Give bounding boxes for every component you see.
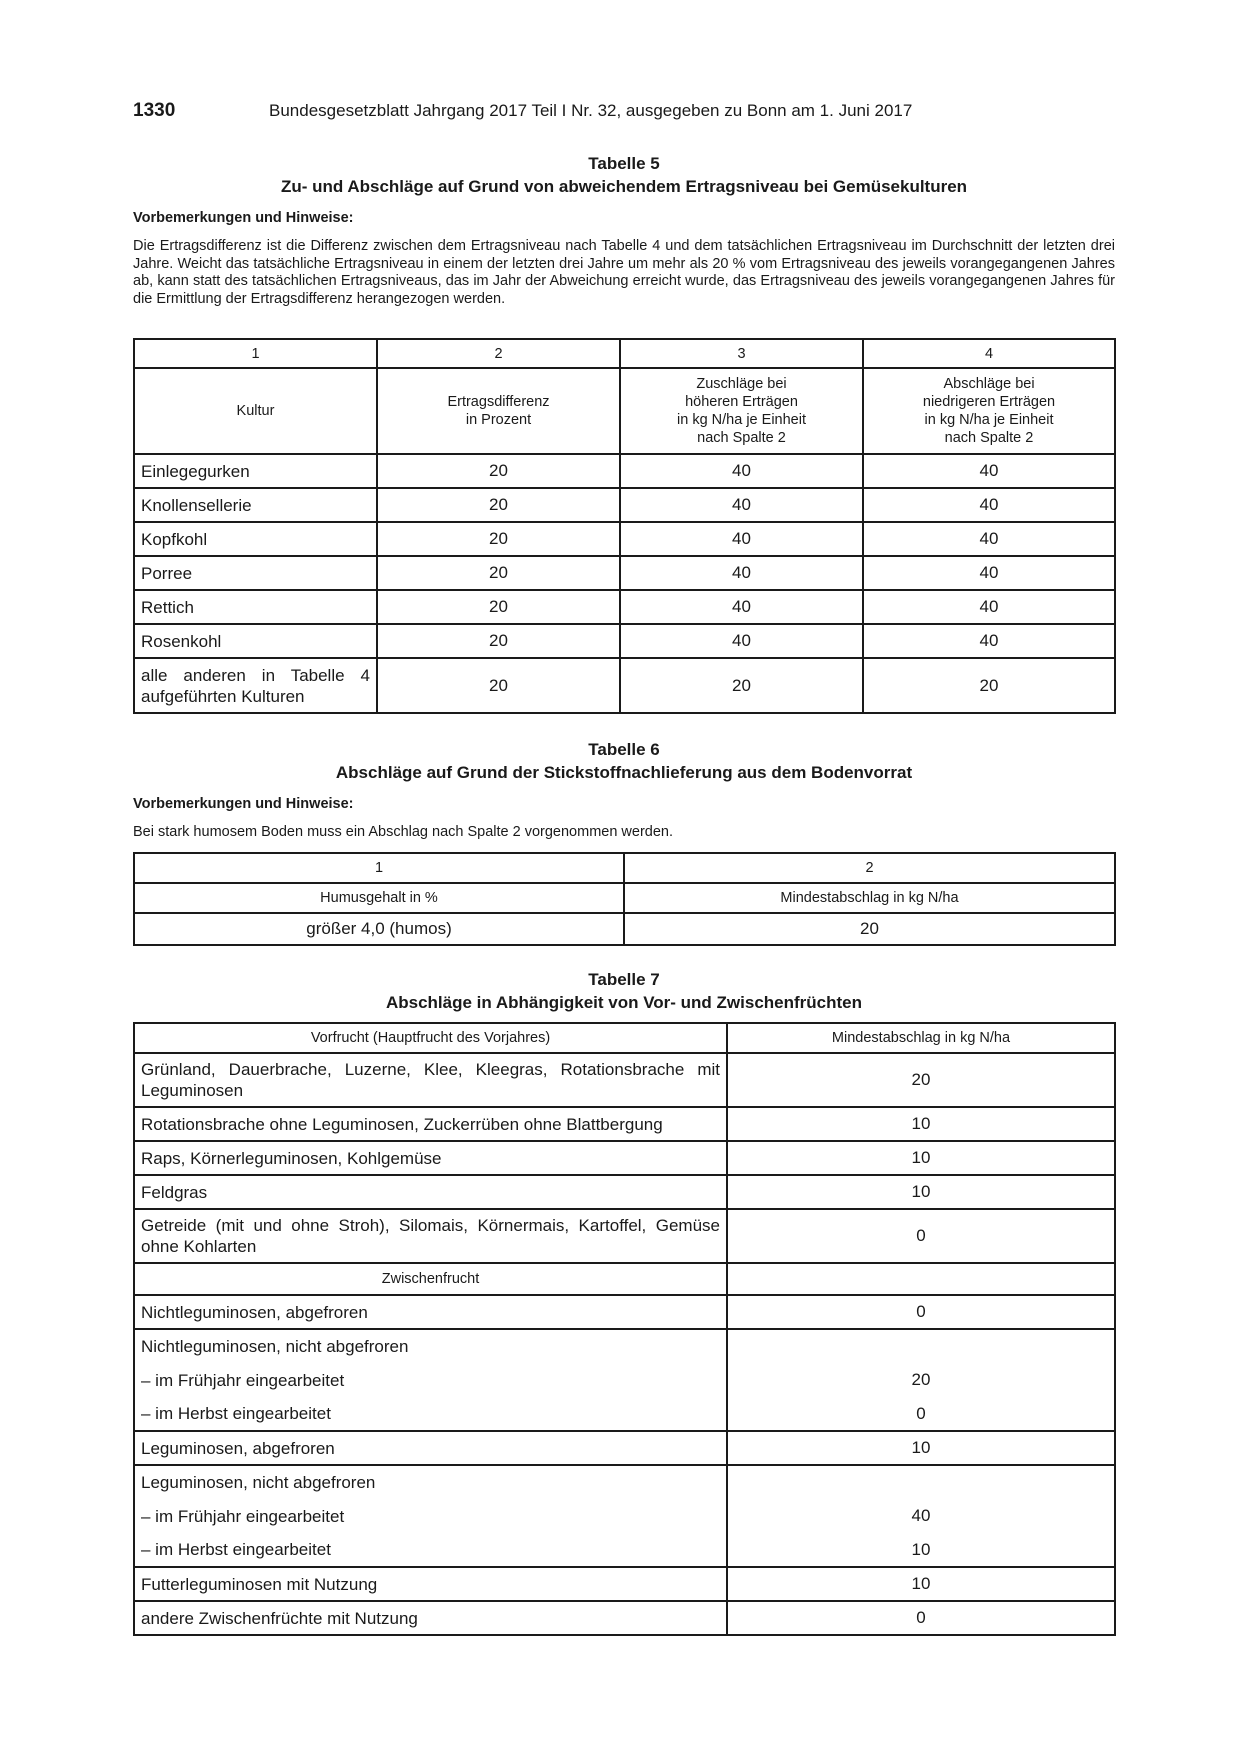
- value-cell: 20: [377, 454, 620, 488]
- table5-notes-label: Vorbemerkungen und Hinweise:: [133, 210, 354, 226]
- table-row: [134, 1107, 1115, 1141]
- table6-subtitle: Abschläge auf Grund der Stickstoffnachlieferung aus dem Bodenvorrat: [335, 763, 913, 782]
- culture-cell: Rosenkohl: [134, 624, 377, 658]
- zwischenfrucht-subcell: – im Frühjahr eingearbeitet: [134, 1363, 727, 1397]
- zwischenfrucht-cell: Futterleguminosen mit Nutzung: [134, 1567, 727, 1601]
- table5-subtitle: Zu- und Abschläge auf Grund von abweichendem Ertragsniveau bei Gemüsekulturen: [280, 177, 968, 196]
- value-cell: 0: [727, 1601, 1115, 1635]
- table7-header-row: [134, 1023, 1115, 1053]
- table6-notes-text: Bei stark humosem Boden muss ein Abschlag nach Spalte 2 vorgenommen werden.: [133, 824, 674, 840]
- page-number: 1330: [133, 100, 176, 121]
- culture-cell: alle anderen in Tabelle 4 aufgeführten Kulturen: [134, 658, 377, 713]
- value-cell: 20: [727, 1053, 1115, 1107]
- header-cell: Abschläge bei niedrigeren Erträgen in kg N/ha je Einheit nach Spalte 2: [863, 368, 1115, 454]
- value-cell: 40: [863, 522, 1115, 556]
- value-cell: 10: [727, 1567, 1115, 1601]
- zwischenfrucht-label: Zwischenfrucht: [134, 1263, 727, 1295]
- header-cell: Ertragsdifferenz in Prozent: [377, 368, 620, 454]
- table-row: [134, 1533, 1115, 1567]
- table-row: [134, 1329, 1115, 1363]
- table5: [133, 338, 1116, 714]
- empty-cell: [727, 1263, 1115, 1295]
- col-number: 2: [377, 339, 620, 368]
- table6: [133, 852, 1116, 946]
- value-cell: 20: [863, 658, 1115, 713]
- vorfrucht-cell: Feldgras: [134, 1175, 727, 1209]
- table-row: [134, 1431, 1115, 1465]
- table-row: [134, 1141, 1115, 1175]
- table5-heading: [133, 152, 1115, 198]
- value-cell: 20: [620, 658, 863, 713]
- value-cell: 20: [377, 590, 620, 624]
- page-header: [133, 100, 1113, 126]
- value-cell: 20: [377, 522, 620, 556]
- table7: [133, 1022, 1116, 1636]
- zwischenfrucht-subcell: – im Herbst eingearbeitet: [134, 1533, 727, 1567]
- table-row: [134, 488, 1115, 522]
- culture-cell: Knollensellerie: [134, 488, 377, 522]
- zwischenfrucht-cell: andere Zwischenfrüchte mit Nutzung: [134, 1601, 727, 1635]
- culture-cell: Kopfkohl: [134, 522, 377, 556]
- col-number: 2: [624, 853, 1115, 883]
- value-cell: 0: [727, 1209, 1115, 1263]
- table5-title: Tabelle 5: [588, 154, 660, 173]
- table-row: [134, 522, 1115, 556]
- value-cell: 40: [620, 624, 863, 658]
- value-cell: 10: [727, 1175, 1115, 1209]
- culture-cell: Porree: [134, 556, 377, 590]
- value-cell: 40: [620, 454, 863, 488]
- table-row: [134, 1397, 1115, 1431]
- zwischenfrucht-subcell: – im Herbst eingearbeitet: [134, 1397, 727, 1431]
- value-cell: 10: [727, 1141, 1115, 1175]
- col-number: 1: [134, 853, 624, 883]
- table6-heading: [133, 738, 1115, 784]
- value-cell: 0: [727, 1397, 1115, 1431]
- table-row: [134, 1175, 1115, 1209]
- table-row: [134, 590, 1115, 624]
- table-row: [134, 913, 1115, 945]
- col-number: 3: [620, 339, 863, 368]
- table-row: [134, 1499, 1115, 1533]
- table-row: [134, 1295, 1115, 1329]
- table-row: [134, 1363, 1115, 1397]
- header-cell: Mindestabschlag in kg N/ha: [624, 883, 1115, 913]
- zwischenfrucht-cell: Nichtleguminosen, nicht abgefroren: [134, 1329, 727, 1363]
- table6-column-number-row: [134, 853, 1115, 883]
- empty-cell: [727, 1465, 1115, 1499]
- value-cell: 20: [624, 913, 1115, 945]
- table-row: [134, 1465, 1115, 1499]
- running-title: Bundesgesetzblatt Jahrgang 2017 Teil I Nr. 32, ausgegeben zu Bonn am 1. Juni 2017: [269, 101, 913, 120]
- header-cell: Humusgehalt in %: [134, 883, 624, 913]
- value-cell: 20: [377, 488, 620, 522]
- zwischenfrucht-subcell: – im Frühjahr eingearbeitet: [134, 1499, 727, 1533]
- table6-header-row: [134, 883, 1115, 913]
- table-row: [134, 1053, 1115, 1107]
- table7-subtitle: Abschläge in Abhängigkeit von Vor- und Zwischenfrüchten: [385, 993, 863, 1012]
- vorfrucht-cell: Rotationsbrache ohne Leguminosen, Zuckerrüben ohne Blattbergung: [134, 1107, 727, 1141]
- vorfrucht-cell: Grünland, Dauerbrache, Luzerne, Klee, Kleegras, Rotationsbrache mit Leguminosen: [134, 1053, 727, 1107]
- value-cell: 20: [377, 658, 620, 713]
- zwischenfrucht-header-row: [134, 1263, 1115, 1295]
- table5-header-row: [134, 368, 1115, 454]
- culture-cell: Einlegegurken: [134, 454, 377, 488]
- table-row: [134, 454, 1115, 488]
- value-cell: 20: [377, 624, 620, 658]
- table7-heading: [133, 968, 1115, 1014]
- value-cell: 40: [727, 1499, 1115, 1533]
- empty-cell: [727, 1329, 1115, 1363]
- value-cell: 40: [620, 556, 863, 590]
- table-row: [134, 658, 1115, 713]
- value-cell: 40: [863, 624, 1115, 658]
- table-row: [134, 1567, 1115, 1601]
- zwischenfrucht-cell: Leguminosen, abgefroren: [134, 1431, 727, 1465]
- table5-notes-text: Die Ertragsdifferenz ist die Differenz zwischen dem Ertragsniveau nach Tabelle 4 und dem tatsächlichen Ertragsniveau im Durchschnitt der letzten drei Jahre. Weicht das tatsächliche Ertragsniveau in einem der letzten drei Jahre um mehr als 20 % vom Ertragsniveau des jeweils vorangegangenen Jahres ab, kann statt des tatsächlichen Ertragsniveaus, das im Jahr der Abweichung erreicht wurde, das Ertragsniveau des jeweils vorangegangenen Jahres für die Ermittlung der Ertragsdifferenz herangezogen werden.: [133, 238, 1115, 307]
- value-cell: 10: [727, 1107, 1115, 1141]
- value-cell: 0: [727, 1295, 1115, 1329]
- header-cell: Vorfrucht (Hauptfrucht des Vorjahres): [134, 1023, 727, 1053]
- vorfrucht-cell: Getreide (mit und ohne Stroh), Silomais, Körnermais, Kartoffel, Gemüse ohne Kohlarten: [134, 1209, 727, 1263]
- value-cell: 40: [620, 522, 863, 556]
- header-cell: Zuschläge bei höheren Erträgen in kg N/ha je Einheit nach Spalte 2: [620, 368, 863, 454]
- value-cell: 40: [620, 488, 863, 522]
- value-cell: 40: [863, 556, 1115, 590]
- table-row: [134, 1209, 1115, 1263]
- table-row: [134, 556, 1115, 590]
- value-cell: 20: [377, 556, 620, 590]
- culture-cell: Rettich: [134, 590, 377, 624]
- table6-title: Tabelle 6: [588, 740, 660, 759]
- table-row: [134, 624, 1115, 658]
- col-number: 4: [863, 339, 1115, 368]
- value-cell: 10: [727, 1533, 1115, 1567]
- col-number: 1: [134, 339, 377, 368]
- table6-notes-label: Vorbemerkungen und Hinweise:: [133, 796, 354, 812]
- zwischenfrucht-cell: Nichtleguminosen, abgefroren: [134, 1295, 727, 1329]
- table7-title: Tabelle 7: [588, 970, 660, 989]
- value-cell: 40: [863, 454, 1115, 488]
- table-row: [134, 1601, 1115, 1635]
- value-cell: 40: [863, 488, 1115, 522]
- header-cell: Kultur: [134, 368, 377, 454]
- zwischenfrucht-cell: Leguminosen, nicht abgefroren: [134, 1465, 727, 1499]
- value-cell: 40: [620, 590, 863, 624]
- table5-column-number-row: [134, 339, 1115, 368]
- value-cell: 20: [727, 1363, 1115, 1397]
- value-cell: 10: [727, 1431, 1115, 1465]
- value-cell: 40: [863, 590, 1115, 624]
- humus-cell: größer 4,0 (humos): [134, 913, 624, 945]
- vorfrucht-cell: Raps, Körnerleguminosen, Kohlgemüse: [134, 1141, 727, 1175]
- header-cell: Mindestabschlag in kg N/ha: [727, 1023, 1115, 1053]
